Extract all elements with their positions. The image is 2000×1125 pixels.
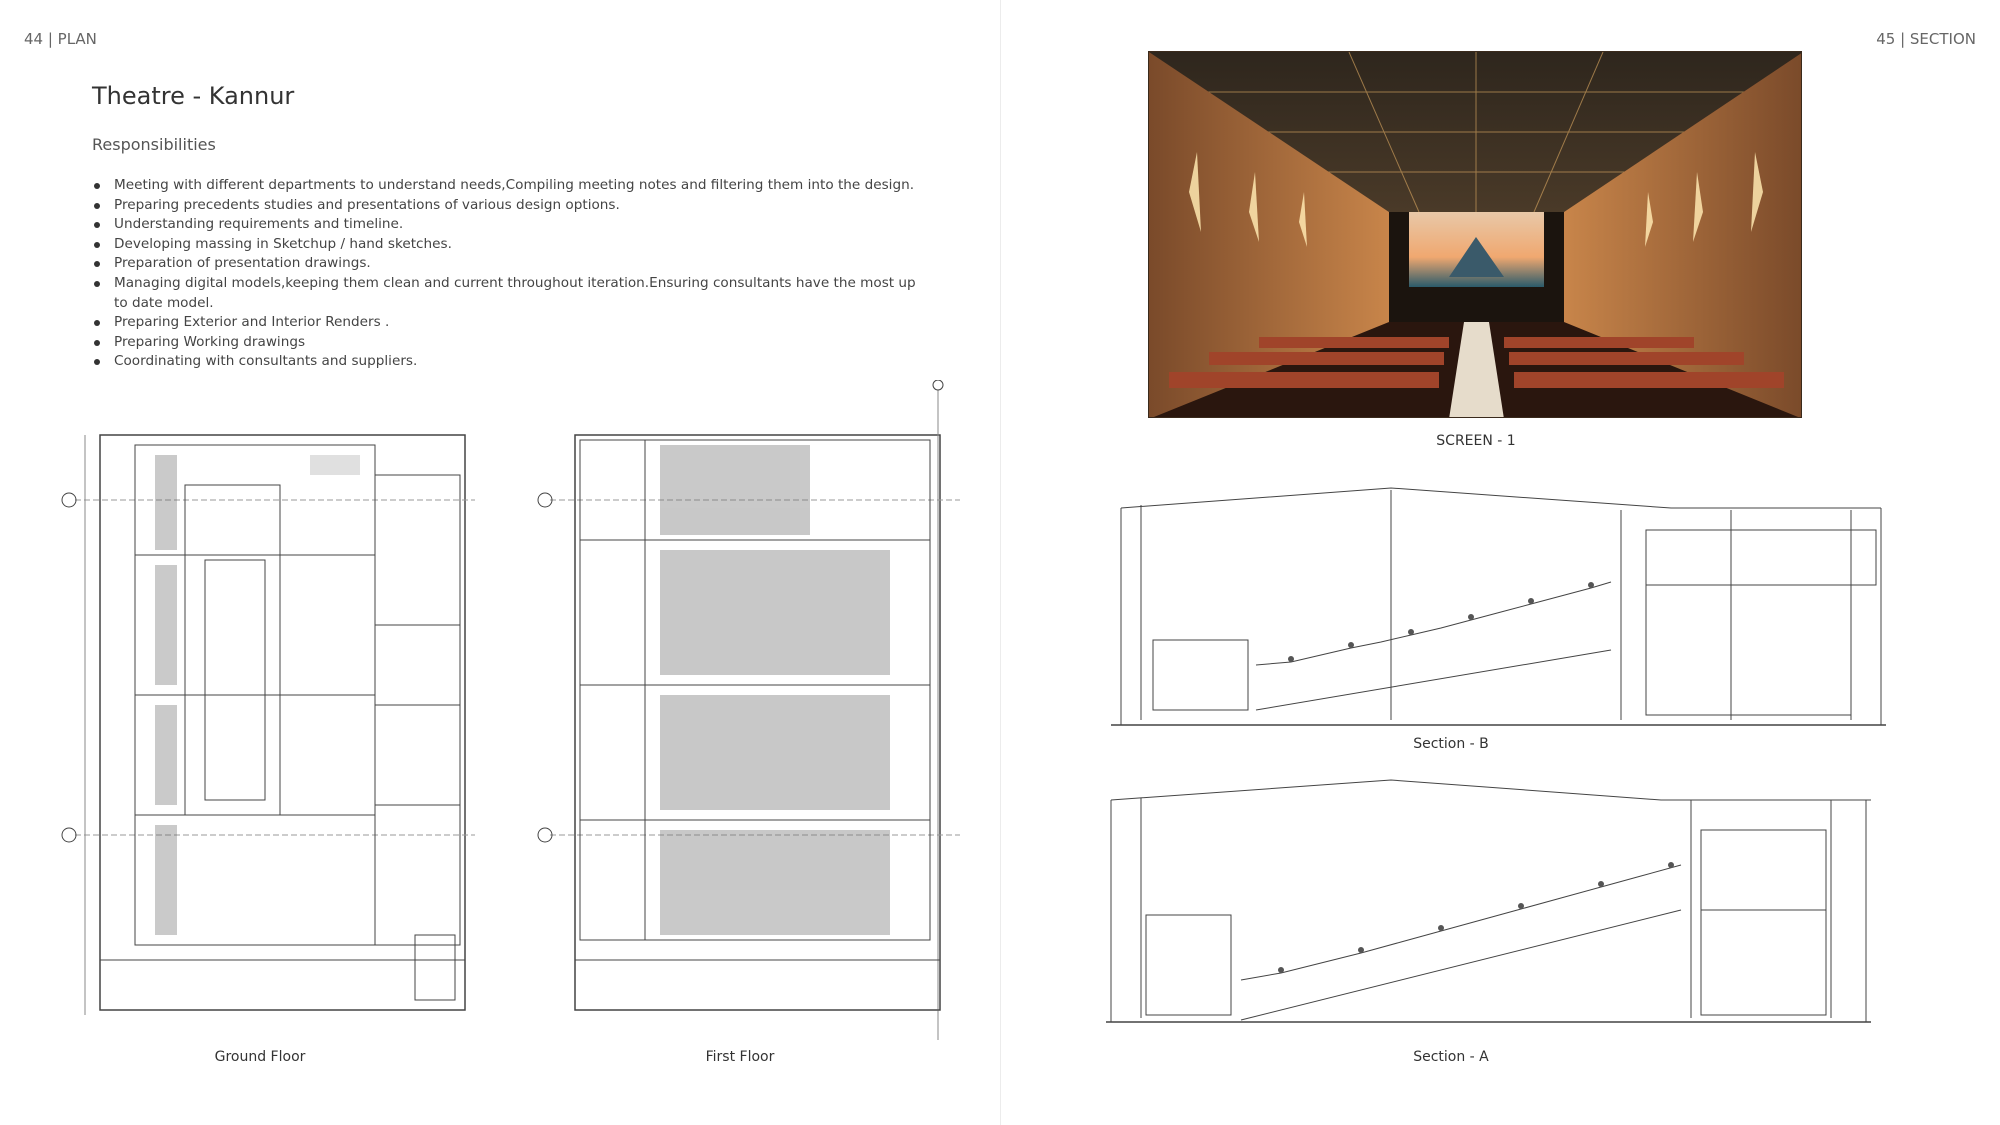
bullet-item: Preparation of presentation drawings. [92,254,922,274]
section-b-drawing [1091,470,1891,735]
page-number-left: 44 | PLAN [24,30,97,48]
caption-section-b: Section - B [1413,736,1489,752]
bullet-item: Coordinating with consultants and suppliers. [92,352,922,372]
responsibilities-list [92,176,922,372]
responsibilities-heading: Responsibilities [92,135,216,154]
caption-section-a: Section - A [1413,1049,1489,1065]
bullet-item: Managing digital models,keeping them clean and current throughout iteration.Ensuring consultants have the most up to date model. [92,274,922,313]
bullet-item: Developing massing in Sketchup / hand sketches. [92,235,922,255]
caption-screen: SCREEN - 1 [1436,433,1516,449]
caption-first-floor: First Floor [705,1049,775,1065]
theatre-render-image [1148,51,1802,418]
section-a-drawing [1101,770,1881,1030]
page-title: Theatre - Kannur [92,82,295,110]
ground-floor-plan-drawing [55,415,495,1035]
bullet-item: Preparing Exterior and Interior Renders . [92,313,922,333]
bullet-item: Understanding requirements and timeline. [92,215,922,235]
right-page [1001,0,2000,1125]
bullet-item: Preparing Working drawings [92,333,922,353]
bullet-item: Preparing precedents studies and presentations of various design options. [92,196,922,216]
bullet-item: Meeting with different departments to understand needs,Compiling meeting notes and filtering them into the design. [92,176,922,196]
page-number-right: 45 | SECTION [1876,30,1976,48]
caption-ground-floor: Ground Floor [214,1049,306,1065]
first-floor-plan-drawing [520,380,970,1045]
